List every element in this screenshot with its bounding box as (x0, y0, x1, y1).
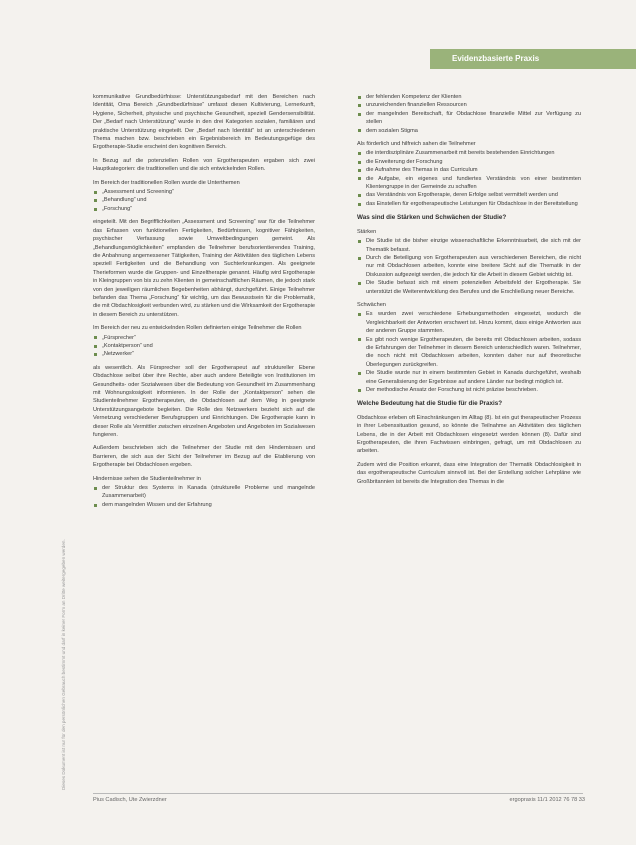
paragraph: eingeteilt. Mit den Begrifflichkeiten „Assessment und Screening“ war für die Teilnehmer das Erfassen von funktionellen Fertigkeiten, Bedürfnissen, kognitiver Fähigkeiten, psychischer Verfassung sowie Umweltbedingungen gemeint. Als „Behandlungsmöglichkeiten“ empfanden die Teilnehmer berufsorientierendes Training, die Anbahnung angemessener Tätigkeiten, Training der Aktivitäten des täglichen Lebens speziell Fertigkeiten und die Behandlung von Suchterkrankungen. Als geeignete Therieformen wurde die Gruppen- und Einzeltherapie genannt. Häufig wird Ergotherapie in Kleingruppen von bis zu zehn Klienten in gemeinschaftlichen Räumen, die jedoch stark von den jeweiligen räumlichen Begebenheiten abhängt, durchgeführt. Einige Teilnehmer befanden das Thema „Forschung“ für wichtig, um das Bewusstsein für die Problematik, die mit Obdachlosigkeit verbunden wird, zu stärken und die Wirksamkeit der Ergotherapie in diesem Bereich zu unterstützen. (93, 219, 315, 318)
left-column (93, 93, 315, 763)
list-item: die Aufgabe, ein eigenes und fundiertes Verständnis von einer bestimmten Klientengruppe in der Gemeinde zu schaffen (357, 175, 581, 192)
list-item: der fehlenden Kompetenz der Klienten (357, 93, 581, 101)
paragraph: Außerdem beschrieben sich die Teilnehmer der Studie mit den Hindernissen und Barrieren, die sich aus der Sicht der Teilnehmer im Bezug auf die Etablierung von Ergotherapie bei Obdachlosen ergeben. (93, 445, 315, 469)
list-item: das Einstellen für ergotherapeutische Leistungen für Obdachlose in der Bereitstellung (357, 200, 581, 208)
bullet-list (93, 188, 315, 213)
list-item: Es wurden zwei verschiedene Erhebungsmethoden eingesetzt, wodurch die Vergleichbarkeit der Antworten erschwert ist. Hinzu kommt, dass einige Antworten aus der anderen Gruppe stammten. (357, 310, 581, 335)
paragraph: kommunikative Grundbedürfnisse: Unterstützungsbedarf mit den Bereichen nach Identität, Oma Bereich „Grundbedürfnisse“ umfasst diesen Kultivierung, Lernerkunft, Hygiene, Sicherheit, physische und psychische Gesundheit, speziell Gendersensibilität. Der „Bedarf nach Unterstützung“ wurde in den drei Kategorien sozialen, familiären und praktische Unterstützung eingeteilt. Der „Bedarf nach Identität“ ist an unterschiedenen Thema machen bzw. beschrieben ein Ergebnisbereich im Bedeutungsgefüge des Ergotherapie-Studie erscheint den kognitiven Bereich. (93, 94, 315, 151)
subheading-weaknesses: Schwächen (357, 301, 386, 308)
bullet-list (357, 310, 581, 394)
list-item: unzureichenden finanziellen Ressourcen (357, 101, 581, 109)
list-item: „Fürsprecher“ (93, 334, 315, 342)
list-item: Die Studie ist die bisher einzige wissenschaftliche Erkenntnisarbeit, die sich mit der Thematik befasst. (357, 237, 581, 254)
list-item: „Forschung“ (93, 205, 315, 213)
list-item: „Behandlung“ und (93, 196, 315, 204)
paragraph: Obdachlose erleben oft Einschränkungen im Alltag (8). Ist ein gut therapeutischer Prozess in ihrer Lebenssituation gesund, so könnte die Teilnahme an Aktivitäten des täglichen Lebens, die in der Arbeit mit Obdachlosen eingesetzt werden können (8). Dafür sind Ergotherapeuten, die ihren Fachwissen einbringen, gefragt, um mit Obdachlosen zu arbeiten. (357, 414, 581, 455)
right-column (357, 93, 581, 763)
list-item: dem sozialen Stigma (357, 127, 581, 135)
paragraph: Hindernisse sehen die Studienteilnehmer in (93, 475, 201, 482)
footer-authors: Pius Cadisch, Ute Zwierzdner (93, 797, 167, 803)
list-item: Es gibt noch wenige Ergotherapeuten, die bereits mit Obdachlosen arbeiten, sodass die Erfahrungen der Teilnehmer in diesem Bereich unterschiedlich waren. Teilnehmer, die noch nicht mit Obdachlosen arbeiten, konnten daher nur auf theoretische Überlegungen zurückgreifen. (357, 336, 581, 370)
list-item: der mangelnden Bereitschaft, für Obdachlose finanzielle Mittel zur Verfügung zu stellen (357, 110, 581, 127)
vertical-copyright-note: Dieses Dokument ist nur für den persönlichen Gebrauch bestimmt und darf in keiner Form an Dritte weitergegeben werden. (61, 539, 66, 790)
section-heading: Was sind die Stärken und Schwächen der Studie? (357, 214, 507, 222)
bullet-list (93, 484, 315, 509)
footer-divider (93, 793, 583, 794)
list-item: „Netzwerker“ (93, 350, 315, 358)
bullet-list (357, 237, 581, 296)
list-item: Der methodische Ansatz der Forschung ist nicht präzise beschrieben. (357, 386, 581, 394)
list-item: Die Studie wurde nur in einem bestimmten Gebiet in Kanada durchgeführt, weshalb eine Generalisierung der Ergebnisse auf andere Länder nur bedingt möglich ist. (357, 369, 581, 386)
list-item: Die Studie befasst sich mit einem potenziellen Arbeitsfeld der Ergotherapie. Sie unterstützt die Weiterentwicklung des Berufes und die Erschließung neuer Bereiche. (357, 279, 581, 296)
list-item: die interdisziplinäre Zusammenarbeit mit bereits bestehenden Einrichtungen (357, 149, 581, 157)
list-item: die Aufnahme des Themas in das Curriculum (357, 166, 581, 174)
paragraph: Als förderlich und hilfreich sahen die Teilnehmer (357, 141, 476, 148)
bullet-list (357, 149, 581, 208)
paragraph: Im Bereich der neu zu entwickelnden Rollen definierten einige Teilnehmer die Rollen (93, 325, 302, 332)
list-item: „Assessment und Screening“ (93, 188, 315, 196)
section-heading: Welche Bedeutung hat die Studie für die Praxis? (357, 400, 503, 408)
subheading-strengths: Stärken (357, 228, 377, 235)
list-item: die Erweiterung der Forschung (357, 158, 581, 166)
paragraph: Im Bereich der traditionellen Rollen wurde die Unterthemen (93, 179, 240, 186)
section-tab: Evidenzbasierte Praxis (430, 49, 636, 69)
list-item: der Struktur des Systems in Kanada (strukturelle Probleme und mangelnde Zusammenarbeit) (93, 484, 315, 501)
footer-journal-page: ergopraxis 11/1 2012 76 78 33 (509, 797, 585, 803)
list-item: dem mangelnden Wissen und der Erfahrung (93, 501, 315, 509)
list-item: das Verständnis von Ergotherapie, deren Erfolge selbst vermittelt werden und (357, 191, 581, 199)
list-item: Durch die Beteiligung von Ergotherapeuten aus verschiedenen Bereichen, die nicht nur mit Obdachlosen arbeiten, konnte eine breitere Sicht auf die Thematik in der Diskussion aufgezeigt werden, die jedoch für die Arbeit in diesem Gebiet wichtig ist. (357, 254, 581, 279)
paragraph: In Bezug auf die potenziellen Rollen von Ergotherapeuten ergaben sich zwei Hauptkategorien: die traditionellen und die sich entwickelnden Rollen. (93, 157, 315, 173)
paragraph: als wesentlich. Als Fürsprecher soll der Ergotherapeut auf struktureller Ebene Obdachlose selbst über ihre Rechte, aber auch andere Beteiligte von Institutionen im Gesundheits- oder Sozialwesen über die Bedeutung von Gesundheit im Zusammenhang mit Wohnungslosigkeit informieren. In der Rolle der „Kontaktperson“ sehen die Studienteilnehmer Ergotherapeuten, die Obdachlosen auf dem Weg in geeignete Unterstützungsangebote begleiten. Die Rolle des Netzwerkers bezieht sich auf die Vernetzung verschiedener Berufsgruppen und Einrichtungen. Die Ergotherapie kann in dieser Rolle als Vermittler zwischen einzelnen Angeboten und Angeboten im Sozialwesen fungieren. (93, 364, 315, 439)
bullet-list (357, 93, 581, 135)
paragraph: Zudem wird die Position erkannt, dass eine Integration der Thematik Obdachlosigkeit in das ergotherapeutische Curriculum sinnvoll ist. Bei der Erstellung solcher Lehrpläne wie Großbritannien ist bereits die Integration des Themas in die (357, 461, 581, 485)
list-item: „Kontaktperson“ und (93, 342, 315, 350)
bullet-list (93, 334, 315, 359)
